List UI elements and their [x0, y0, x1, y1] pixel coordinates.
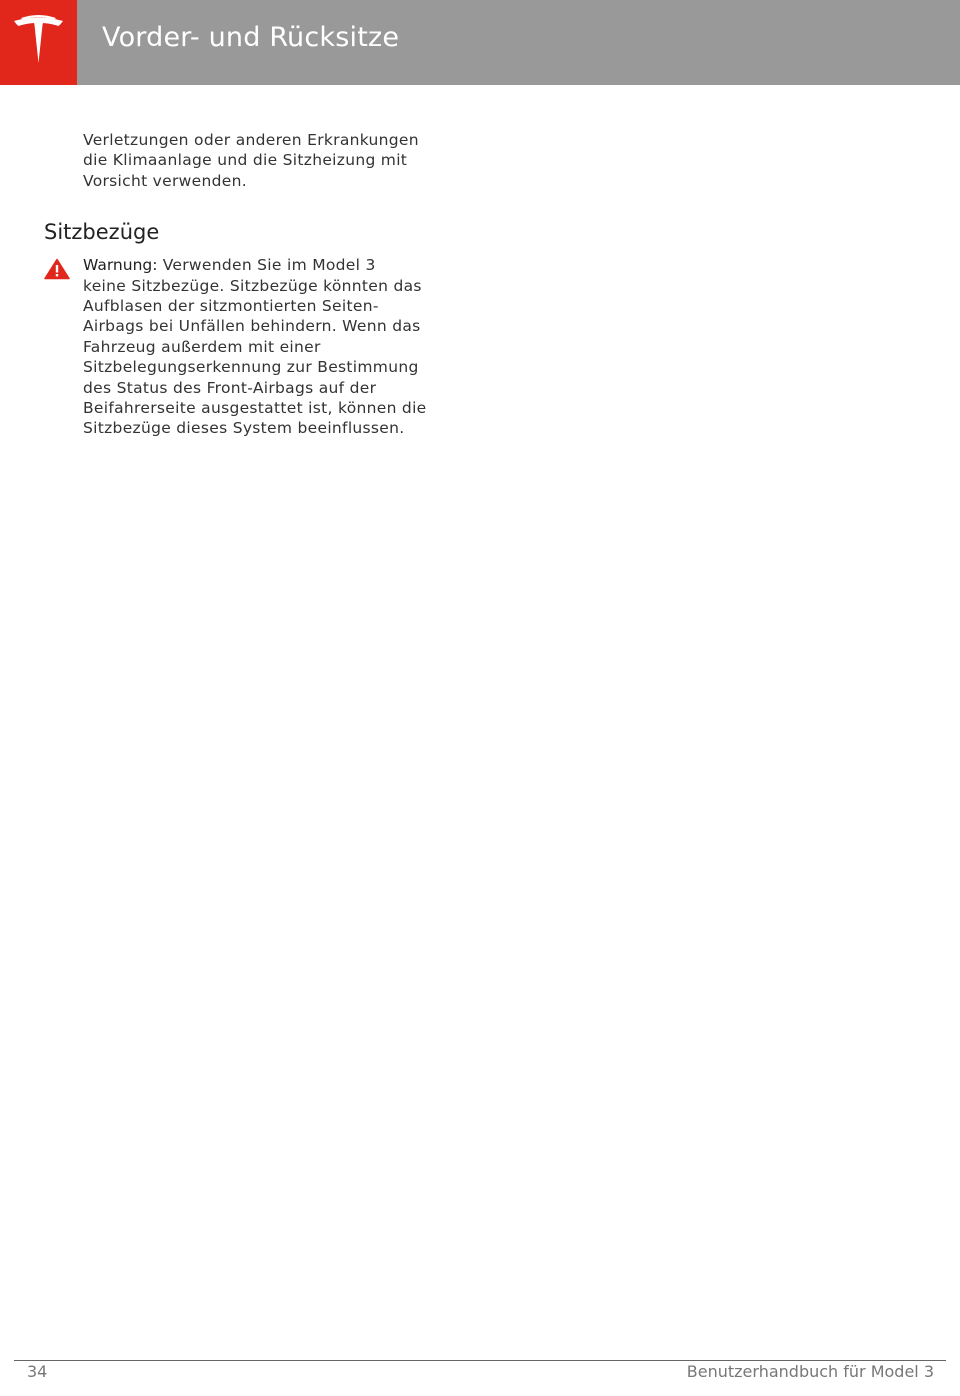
warning-line: keine Sitzbezüge. Sitzbezüge könnten das [83, 276, 422, 295]
warning-line: Sitzbelegungserkennung zur Bestimmung [83, 358, 419, 377]
section-heading: Sitzbezüge [44, 220, 160, 245]
intro-line: Verletzungen oder anderen Erkrankungen [83, 131, 419, 149]
warning-line: Airbags bei Unfällen behindern. Wenn das [83, 317, 421, 336]
warning-line: Fahrzeug außerdem mit einer [83, 337, 321, 356]
intro-line: Vorsicht verwenden. [83, 171, 247, 190]
page-number: 34 [27, 1362, 48, 1381]
intro-paragraph [83, 130, 444, 191]
warning-line: Sitzbezüge dieses System beeinflussen. [83, 419, 405, 438]
brand-logo [0, 0, 77, 85]
warning-line: des Status des Front-Airbags auf der [83, 378, 377, 397]
warning-text: Verwenden Sie im Model 3 [157, 256, 376, 275]
warning-line: Beifahrerseite ausgestattet ist, können die [83, 399, 427, 418]
intro-line: die Klimaanlage und die Sitzheizung mit [83, 151, 408, 170]
page-title: Vorder- und Rücksitze [102, 22, 400, 53]
warning-triangle-icon [44, 258, 70, 280]
page-header [0, 0, 960, 85]
warning-block [44, 255, 444, 439]
main-content [44, 130, 444, 439]
manual-title: Benutzerhandbuch für Model 3 [686, 1362, 934, 1381]
footer-divider [14, 1360, 946, 1361]
warning-line [83, 255, 444, 275]
warning-line: Aufblasen der sitzmontierten Seiten- [83, 297, 379, 316]
tesla-logo-icon [12, 15, 65, 67]
warning-label: Warnung: [83, 256, 158, 275]
